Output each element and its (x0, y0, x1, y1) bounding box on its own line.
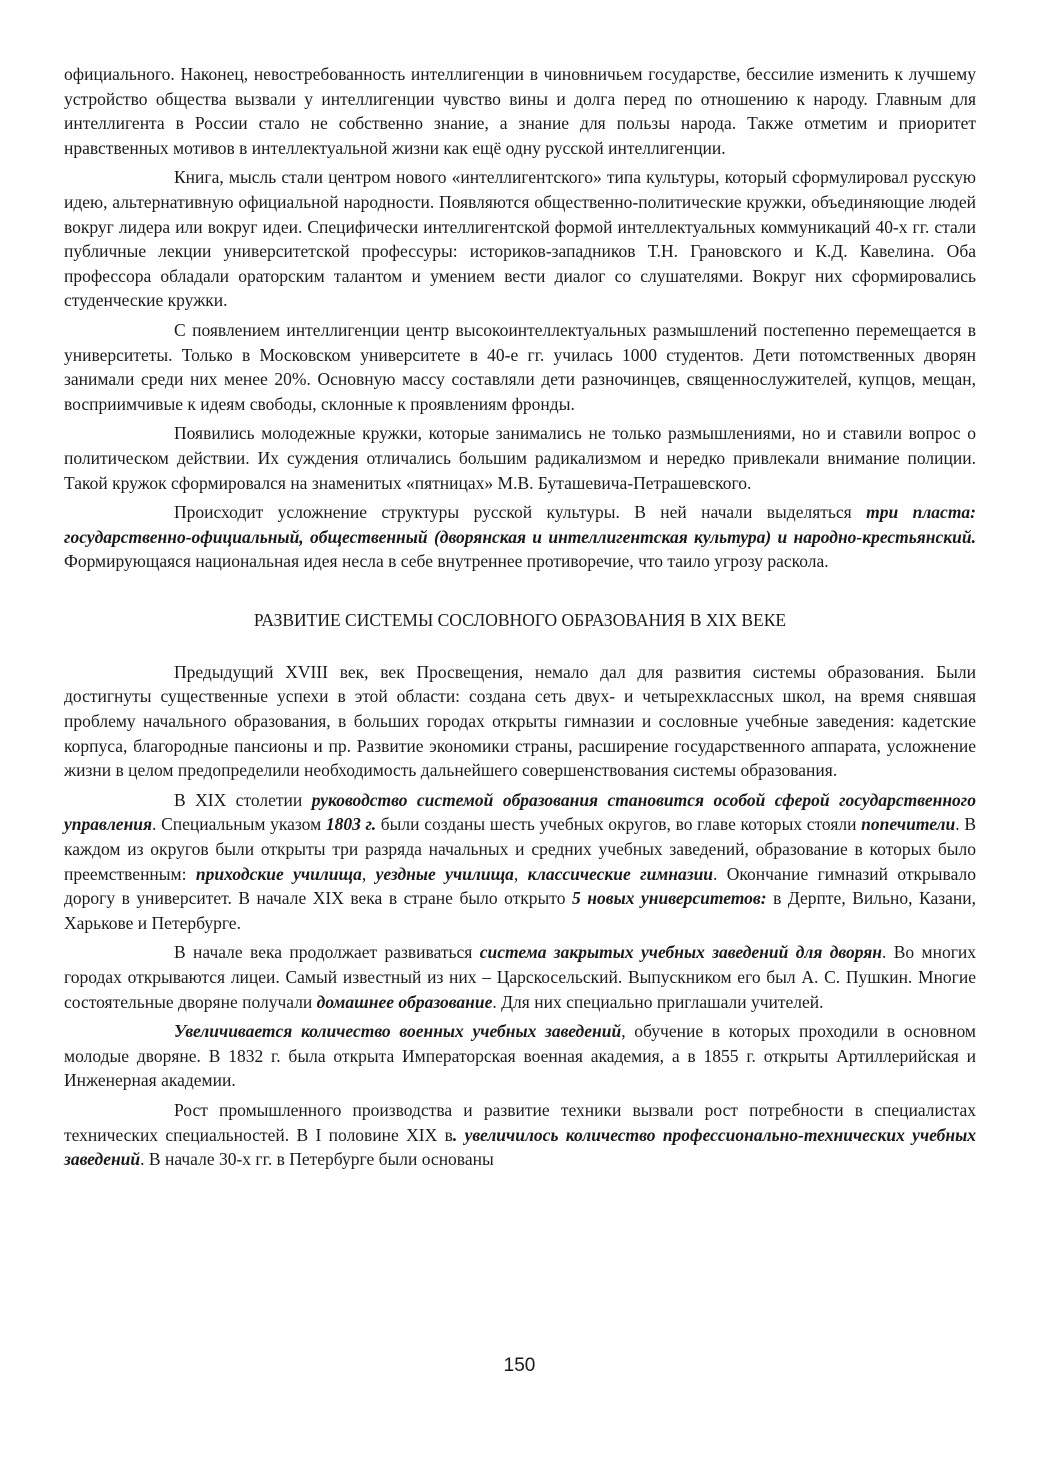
body-text: Рост промышленного производства и развитие техники вызвали рост потребности в специалистах технических специальностей. В I половине XIX в (64, 1099, 976, 1145)
body-text: Предыдущий XVIII век, век Просвещения, немало дал для развития системы образования. Были достигнуты существенные успехи в этой области: создана сеть двух- и четырехклассных школ, на время снявшая проблему начального образования, в больших городах открыты гимназии и сословные учебные заведения: кадетские корпуса, благородные пансионы и пр. Развитие экономики страны, расширение государственного аппарата, усложнение жизни в целом предопределили необходимость дальнейшего совершенствования системы образования. (64, 661, 976, 781)
section-education (64, 660, 976, 1172)
body-text: Происходит усложнение структуры русской культуры. В ней начали выделяться (174, 502, 867, 523)
emphasis-text: система закрытых учебных заведений для дворян (479, 942, 883, 963)
emphasis-text: классические гимназии (527, 863, 714, 884)
body-text: Формирующаяся национальная идея несла в себе внутреннее противоречие, что таило угрозу раскола. (64, 551, 829, 572)
body-text: . Специальным указом (152, 814, 326, 835)
body-text: . В начале 30-х гг. в Петербурге были основаны (140, 1149, 494, 1170)
paragraph (64, 660, 976, 783)
emphasis-text: 5 новых университетов: (572, 888, 767, 909)
section-intelligentsia (64, 62, 976, 574)
body-text: С появлением интеллигенции центр высокоинтеллектуальных размышлений постепенно перемещается в университеты. Только в Московском университете в 40-е гг. училась 1000 студентов. Дети потомственных дворян занимали среди них менее 20%. Основную массу составляли дети разночинцев, священнослужителей, купцов, мещан, восприимчивые к идеям свободы, склонные к проявлениям фронды. (64, 319, 976, 414)
emphasis-text: . увеличилось количество профессионально-технических учебных заведений (64, 1124, 977, 1170)
body-text: , (513, 863, 528, 884)
paragraph (64, 421, 976, 495)
body-text: . Во многих городах открываются лицеи. Самый известный из них – Царскосельский. Выпускником его был А. С. Пушкин. Многие состоятельные дворяне получали (64, 942, 977, 1012)
paragraph (64, 1098, 976, 1172)
body-text: В начале века продолжает развиваться (174, 942, 480, 963)
body-text: в Дерпте, Вильно, Казани, Харькове и Петербурге. (64, 888, 976, 933)
page-number: 150 (503, 1355, 536, 1376)
paragraph (64, 788, 976, 936)
body-text: . Окончание гимназий открывало дорогу в университет. В начале XIX века в стране было открыто (64, 863, 976, 909)
emphasis-text: Увеличивается количество военных учебных заведений (174, 1021, 622, 1042)
paragraph (64, 62, 976, 160)
body-text: , обучение в которых проходили в основном молодые дворяне. В 1832 г. была открыта Императорская военная академия, а в 1855 г. открыты Артиллерийская и Инженерная академии. (64, 1021, 976, 1091)
body-text: Книга, мысль стали центром нового «интеллигентского» типа культуры, который сформулировал русскую идею, альтернативную официальной народности. Появляются общественно-политические кружки, объединяющие людей вокруг лидера или вокруг идеи. Специфически интеллигентской формой интеллектуальных коммуникаций 40-х гг. стали публичные лекции университетской профессуры: историков-западников Т.Н. Грановского и К.Д. Кавелина. Оба профессора обладали ораторским талантом и умением вести диалог со слушателями. Вокруг них сформировались студенческие кружки. (64, 167, 976, 311)
body-text: официального. Наконец, невостребованность интеллигенции в чиновничьем государстве, бессилие изменить к лучшему устройство общества вызвали у интеллигенции чувство вины и долга перед по отношению к народу. Главным для интеллигента в России стало не собственно знание, а знание для пользы народа. Также отметим и приоритет нравственных мотивов в интеллектуальной жизни как ещё одну русской интеллигенции. (64, 64, 976, 158)
document-page (64, 62, 976, 1177)
emphasis-text: приходские училища (195, 863, 362, 884)
body-text: Появились молодежные кружки, которые занимались не только размышлениями, но и ставили вопрос о политическом действии. Их суждения отличались большим радикализмом и нередко привлекали внимание полиции. Такой кружок сформировался на знаменитых «пятницах» М.В. Буташевича-Петрашевского. (64, 423, 976, 493)
emphasis-text: домашнее образование (316, 991, 493, 1012)
body-text: . В каждом из округов были открыты три разряда начальных и средних учебных заведений, образование в которых было преемственным: (64, 814, 976, 884)
emphasis-text: руководство системой образования становится особой сферой государственного управления (64, 789, 976, 835)
paragraph (64, 940, 976, 1014)
paragraph (64, 165, 976, 313)
paragraph (64, 1019, 976, 1093)
paragraph (64, 318, 976, 416)
body-text: . Для них специально приглашали учителей. (492, 991, 824, 1012)
emphasis-text: три пласта: государственно-официальный, общественный (дворянская и интеллигентская культура) и народно-крестьянский. (64, 502, 977, 547)
section-heading: РАЗВИТИЕ СИСТЕМЫ СОСЛОВНОГО ОБРАЗОВАНИЯ В XIX ВЕКЕ (253, 609, 787, 630)
body-text: В XIX столетии (174, 789, 312, 810)
paragraph (64, 500, 976, 574)
body-text: были созданы шесть учебных округов, во главе которых стояли (376, 814, 862, 835)
body-text: , (361, 863, 376, 884)
emphasis-text: попечители (861, 814, 956, 835)
emphasis-text: 1803 г. (325, 814, 377, 835)
emphasis-text: уездные училища (375, 863, 514, 884)
